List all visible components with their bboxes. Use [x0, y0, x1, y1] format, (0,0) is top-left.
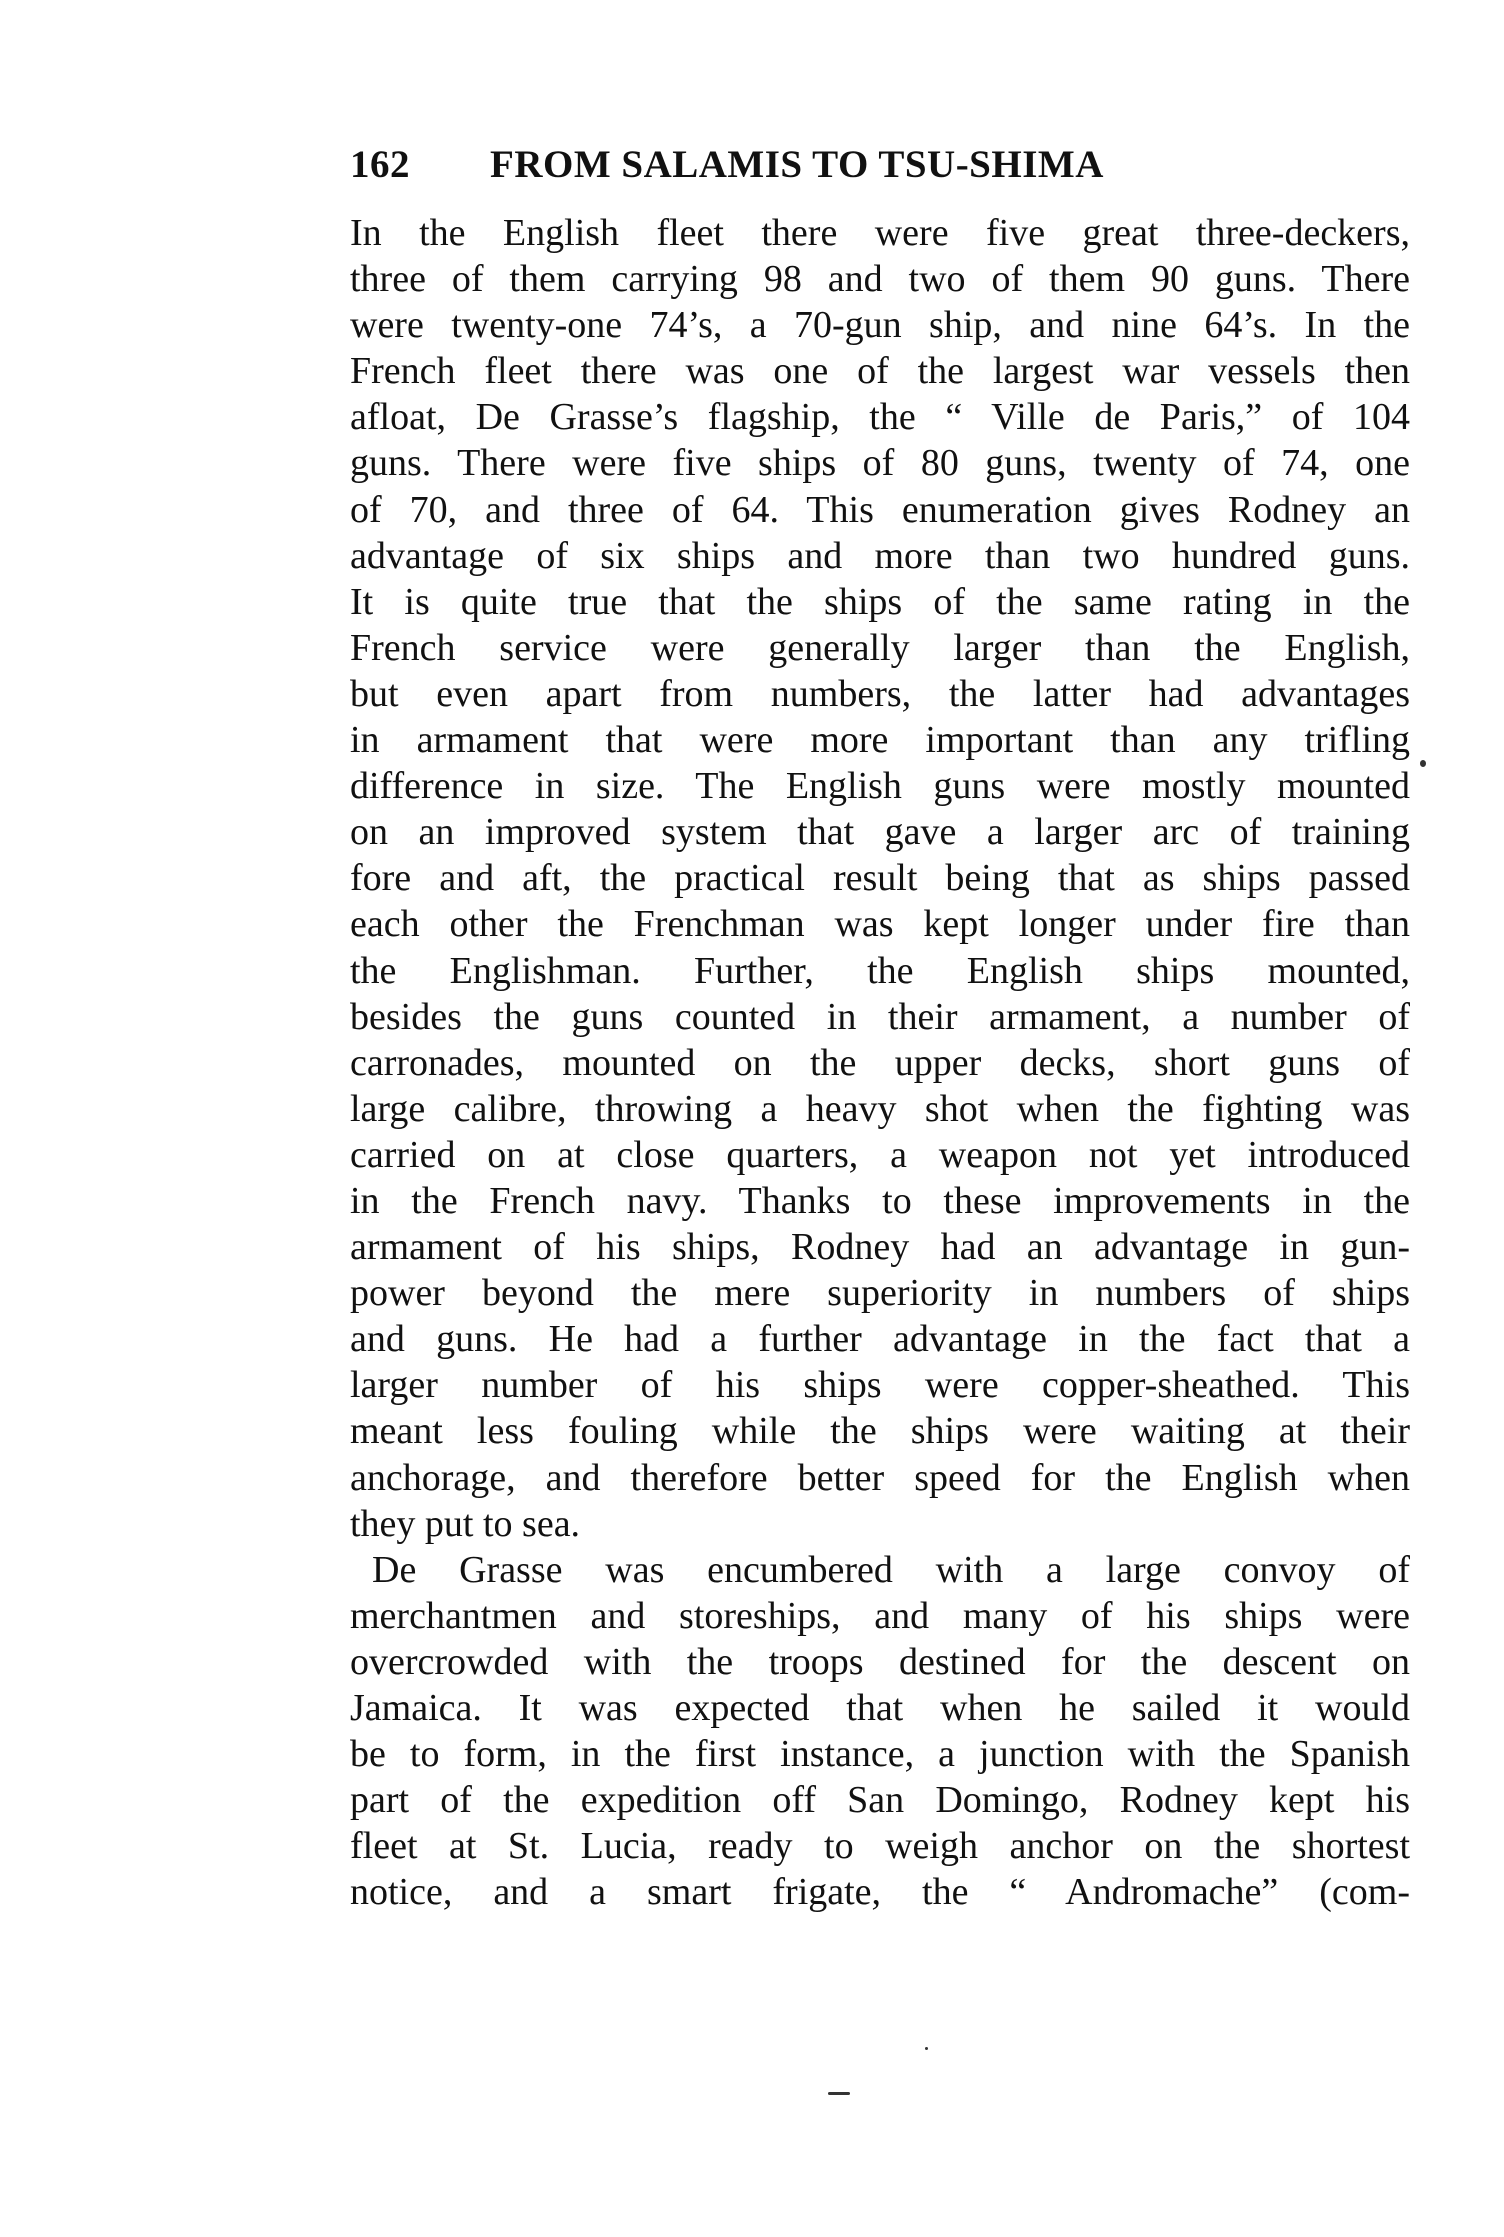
text-line: carronades, mounted on the upper decks, short guns of [350, 1041, 1410, 1084]
page-number: 162 [350, 143, 410, 186]
paragraph [350, 210, 1410, 1547]
text-line: In the English fleet there were five great three-deckers, [350, 212, 1410, 254]
text-line: anchorage, and therefore better speed for the English when [350, 1456, 1410, 1499]
text-line: and guns. He had a further advantage in the fact that a [350, 1318, 1410, 1361]
ink-speck [1420, 760, 1426, 767]
text-line: were twenty-one 74’s, a 70-gun ship, and nine 64’s. In the [350, 304, 1410, 347]
text-line: fleet at St. Lucia, ready to weigh anchor on the shortest [350, 1825, 1410, 1868]
text-line: on an improved system that gave a larger arc of training [350, 811, 1410, 854]
text-line: Jamaica. It was expected that when he sailed it would [350, 1687, 1410, 1729]
text-line: power beyond the mere superiority in numbers of ships [350, 1272, 1410, 1315]
text-line: each other the Frenchman was kept longer under fire than [350, 903, 1410, 946]
text-line: in armament that were more important than any trifling [350, 719, 1410, 762]
text-line: of 70, and three of 64. This enumeration gives Rodney an [350, 488, 1410, 531]
body-text [350, 210, 1410, 1915]
paragraph [350, 1547, 1410, 1916]
running-title: FROM SALAMIS TO TSU-SHIMA [490, 143, 1104, 186]
text-line: French fleet there was one of the largest war vessels then [350, 350, 1410, 393]
text-line: large calibre, throwing a heavy shot when the fighting was [350, 1087, 1410, 1130]
text-line: part of the expedition off San Domingo, Rodney kept his [350, 1779, 1410, 1822]
page-header [350, 140, 1410, 190]
text-line: De Grasse was encumbered with a large convoy of [372, 1548, 1410, 1591]
text-line: afloat, De Grasse’s flagship, the “ Ville de Paris,” of 104 [350, 396, 1410, 439]
text-line: in the French navy. Thanks to these improvements in the [350, 1179, 1410, 1222]
text-line: It is quite true that the ships of the same rating in the [350, 580, 1410, 623]
text-line: merchantmen and storeships, and many of his ships were [350, 1594, 1410, 1637]
text-line: besides the guns counted in their armament, a number of [350, 995, 1410, 1038]
text-line: but even apart from numbers, the latter had advantages [350, 672, 1410, 715]
text-line: guns. There were five ships of 80 guns, twenty of 74, one [350, 442, 1410, 485]
text-line: fore and aft, the practical result being that as ships passed [350, 857, 1410, 900]
ink-speck [828, 2092, 850, 2095]
text-line: French service were generally larger than the English, [350, 626, 1410, 669]
text-line: difference in size. The English guns were mostly mounted [350, 765, 1410, 808]
text-line: larger number of his ships were copper-sheathed. This [350, 1364, 1410, 1407]
text-line: notice, and a smart frigate, the “ Andromache” (com- [350, 1871, 1410, 1914]
text-line: they put to sea. [350, 1502, 581, 1545]
text-line: overcrowded with the troops destined for the descent on [350, 1640, 1410, 1683]
text-line: carried on at close quarters, a weapon not yet introduced [350, 1133, 1410, 1176]
text-line: meant less fouling while the ships were waiting at their [350, 1410, 1410, 1453]
text-line: be to form, in the first instance, a junction with the Spanish [350, 1733, 1410, 1776]
text-line: advantage of six ships and more than two hundred guns. [350, 534, 1410, 577]
text-line: armament of his ships, Rodney had an advantage in gun- [350, 1226, 1410, 1269]
text-line: the Englishman. Further, the English ships mounted, [350, 949, 1410, 992]
ink-speck [925, 2047, 928, 2050]
text-line: three of them carrying 98 and two of them 90 guns. There [350, 258, 1410, 301]
